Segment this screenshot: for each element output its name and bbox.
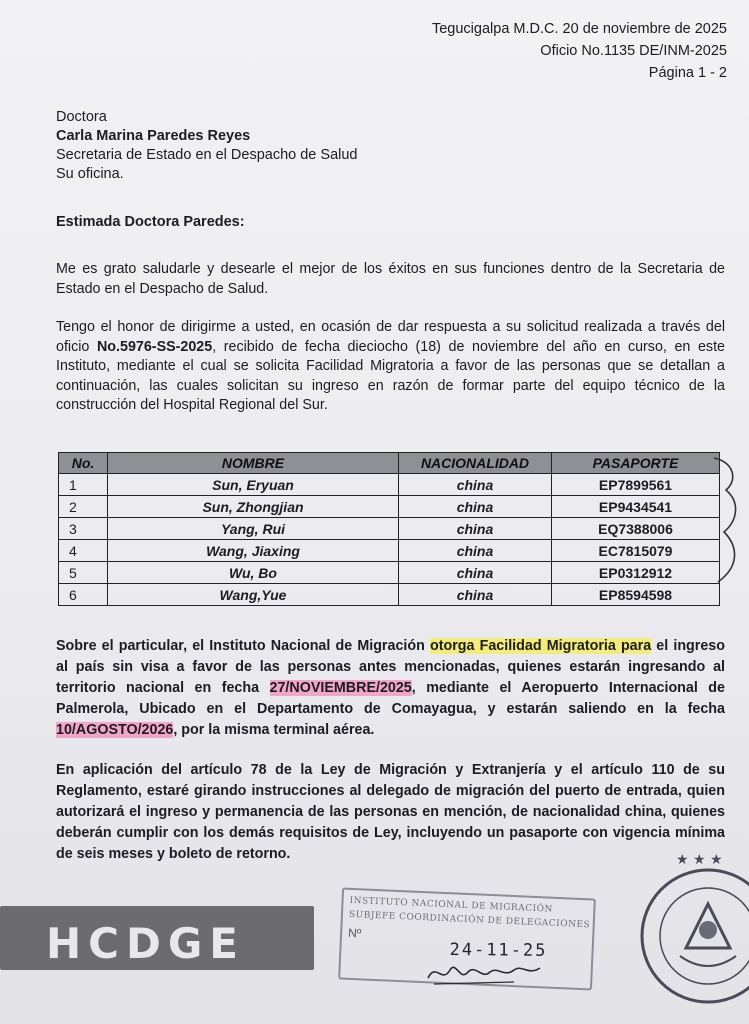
- header-passport: PASAPORTE: [552, 453, 720, 474]
- entry-date: 27/NOVIEMBRE/2025: [269, 680, 412, 696]
- institution-seal: [636, 852, 749, 1024]
- addressee-office: Su oficina.: [56, 166, 124, 182]
- place-date: Tegucigalpa M.D.C. 20 de noviembre de 2025: [431, 21, 727, 37]
- table-row: [59, 474, 720, 496]
- stamp-line-2: SUBJEFE COORDINACIÓN DE DELEGACIONES: [348, 909, 591, 931]
- table-row: [59, 584, 720, 606]
- oficio-reference: No.5976-SS-2025: [96, 338, 213, 355]
- cell-passport: EP7899561: [552, 474, 720, 496]
- p4-text-1: En aplicación del artículo 78 de la Ley de Migración y Extranjería y el artículo 110 de su Reglamento, estaré girando instrucciones al delegado de migración del puerto de entrada, quien autorizará el ingreso y permanencia de las personas en mención, de nacionalidad: [56, 762, 725, 820]
- cell-no: 3: [59, 518, 108, 540]
- logo-text: HCDGE: [46, 919, 246, 968]
- cell-nationality: china: [399, 518, 552, 540]
- table-header-row: [59, 453, 720, 474]
- header-name: NOMBRE: [108, 453, 399, 474]
- p3-text-1: Sobre el particular, el Instituto Nacional de Migración: [56, 638, 430, 654]
- cell-no: 5: [59, 562, 108, 584]
- table-row: [59, 496, 720, 518]
- p4-nationality: china: [624, 804, 663, 820]
- paragraph-4: [56, 760, 725, 865]
- handwritten-bracket-mark: [712, 450, 744, 590]
- persons-table: [58, 452, 720, 606]
- addressee-position: Secretaria de Estado en el Despacho de Salud: [56, 147, 358, 163]
- paragraph-3: [56, 636, 725, 741]
- cell-name: Wang,Yue: [108, 584, 399, 606]
- table-row: [59, 540, 720, 562]
- cell-name: Sun, Zhongjian: [108, 496, 399, 518]
- greeting: Estimada Doctora Paredes:: [56, 214, 245, 230]
- table-row: [59, 518, 720, 540]
- paragraph-2: [56, 318, 725, 416]
- cell-passport: EP9434541: [552, 496, 720, 518]
- stamp-handwritten-date: 24-11-25: [449, 939, 548, 961]
- cell-nationality: china: [399, 474, 552, 496]
- p2-text-1: Tengo el honor de dirigirme a usted, en ocasión de dar respuesta a su solicitud realizada a través del oficio: [56, 319, 725, 355]
- cell-nationality: china: [399, 562, 552, 584]
- p3-text-4: , por la misma terminal aérea.: [173, 722, 375, 738]
- addressee-title: Doctora: [56, 109, 107, 125]
- highlight-facilidad: otorga Facilidad Migratoria para: [429, 638, 652, 654]
- cell-name: Yang, Rui: [108, 518, 399, 540]
- header-no: No.: [59, 453, 108, 474]
- letter-header: [432, 18, 727, 84]
- handwritten-signature: [424, 954, 544, 990]
- header-nationality: NACIONALIDAD: [399, 453, 552, 474]
- p4-text-2: , quienes deberán cumplir con los demás requisitos de Ley, incluyendo un pasaporte con vigencia mínima de seis meses y boleto de retorno.: [56, 804, 725, 862]
- oficio-number: Oficio No.1135 DE/INM-2025: [540, 43, 727, 59]
- exit-date: 10/AGOSTO/2026: [56, 722, 174, 738]
- cell-passport: EP0312912: [552, 562, 720, 584]
- cell-name: Sun, Eryuan: [108, 474, 399, 496]
- paragraph-1: Me es grato saludarle y desearle el mejor de los éxitos en sus funciones dentro de la Secretaria de Estado en el Despacho de Salud.: [56, 261, 725, 297]
- stamp-line-1: INSTITUTO NACIONAL DE MIGRACIÓN: [349, 895, 554, 915]
- cell-nationality: china: [399, 496, 552, 518]
- cell-no: 4: [59, 540, 108, 562]
- cell-name: Wu, Bo: [108, 562, 399, 584]
- cell-passport: EC7815079: [552, 540, 720, 562]
- addressee-block: [56, 108, 357, 184]
- p3-text-2: el ingreso al país sin visa a favor de las personas antes mencionadas, quienes estarán ingresando al territorio nacional en fecha: [56, 638, 725, 696]
- p3-text-3: , mediante el Aeropuerto Internacional de Palmerola, Ubicado en el Departamento de Comayagua, y estarán saliendo en la fecha: [56, 680, 725, 717]
- table-row: [59, 562, 720, 584]
- cell-nationality: china: [399, 540, 552, 562]
- cell-no: 6: [59, 584, 108, 606]
- addressee-name: Carla Marina Paredes Reyes: [56, 128, 251, 144]
- cell-no: 1: [59, 474, 108, 496]
- cell-passport: EP8594598: [552, 584, 720, 606]
- stamp-number-label: Nº: [347, 925, 362, 941]
- cell-name: Wang, Jiaxing: [108, 540, 399, 562]
- p2-text-2: , recibido de fecha dieciocho (18) de noviembre del año en curso, en este Instituto, mediante el cual se solicita Facilidad Migratoria a favor de las personas que se detallan a continuación, las cuales solicitan su ingreso en razón de formar parte del equipo técnico de la construcción del Hospital Regional del Sur.: [56, 338, 725, 413]
- svg-text:★ ★ ★: ★ ★ ★: [676, 852, 723, 868]
- cell-no: 2: [59, 496, 108, 518]
- cell-nationality: china: [399, 584, 552, 606]
- page-number: Página 1 - 2: [648, 65, 727, 81]
- cell-passport: EQ7388006: [552, 518, 720, 540]
